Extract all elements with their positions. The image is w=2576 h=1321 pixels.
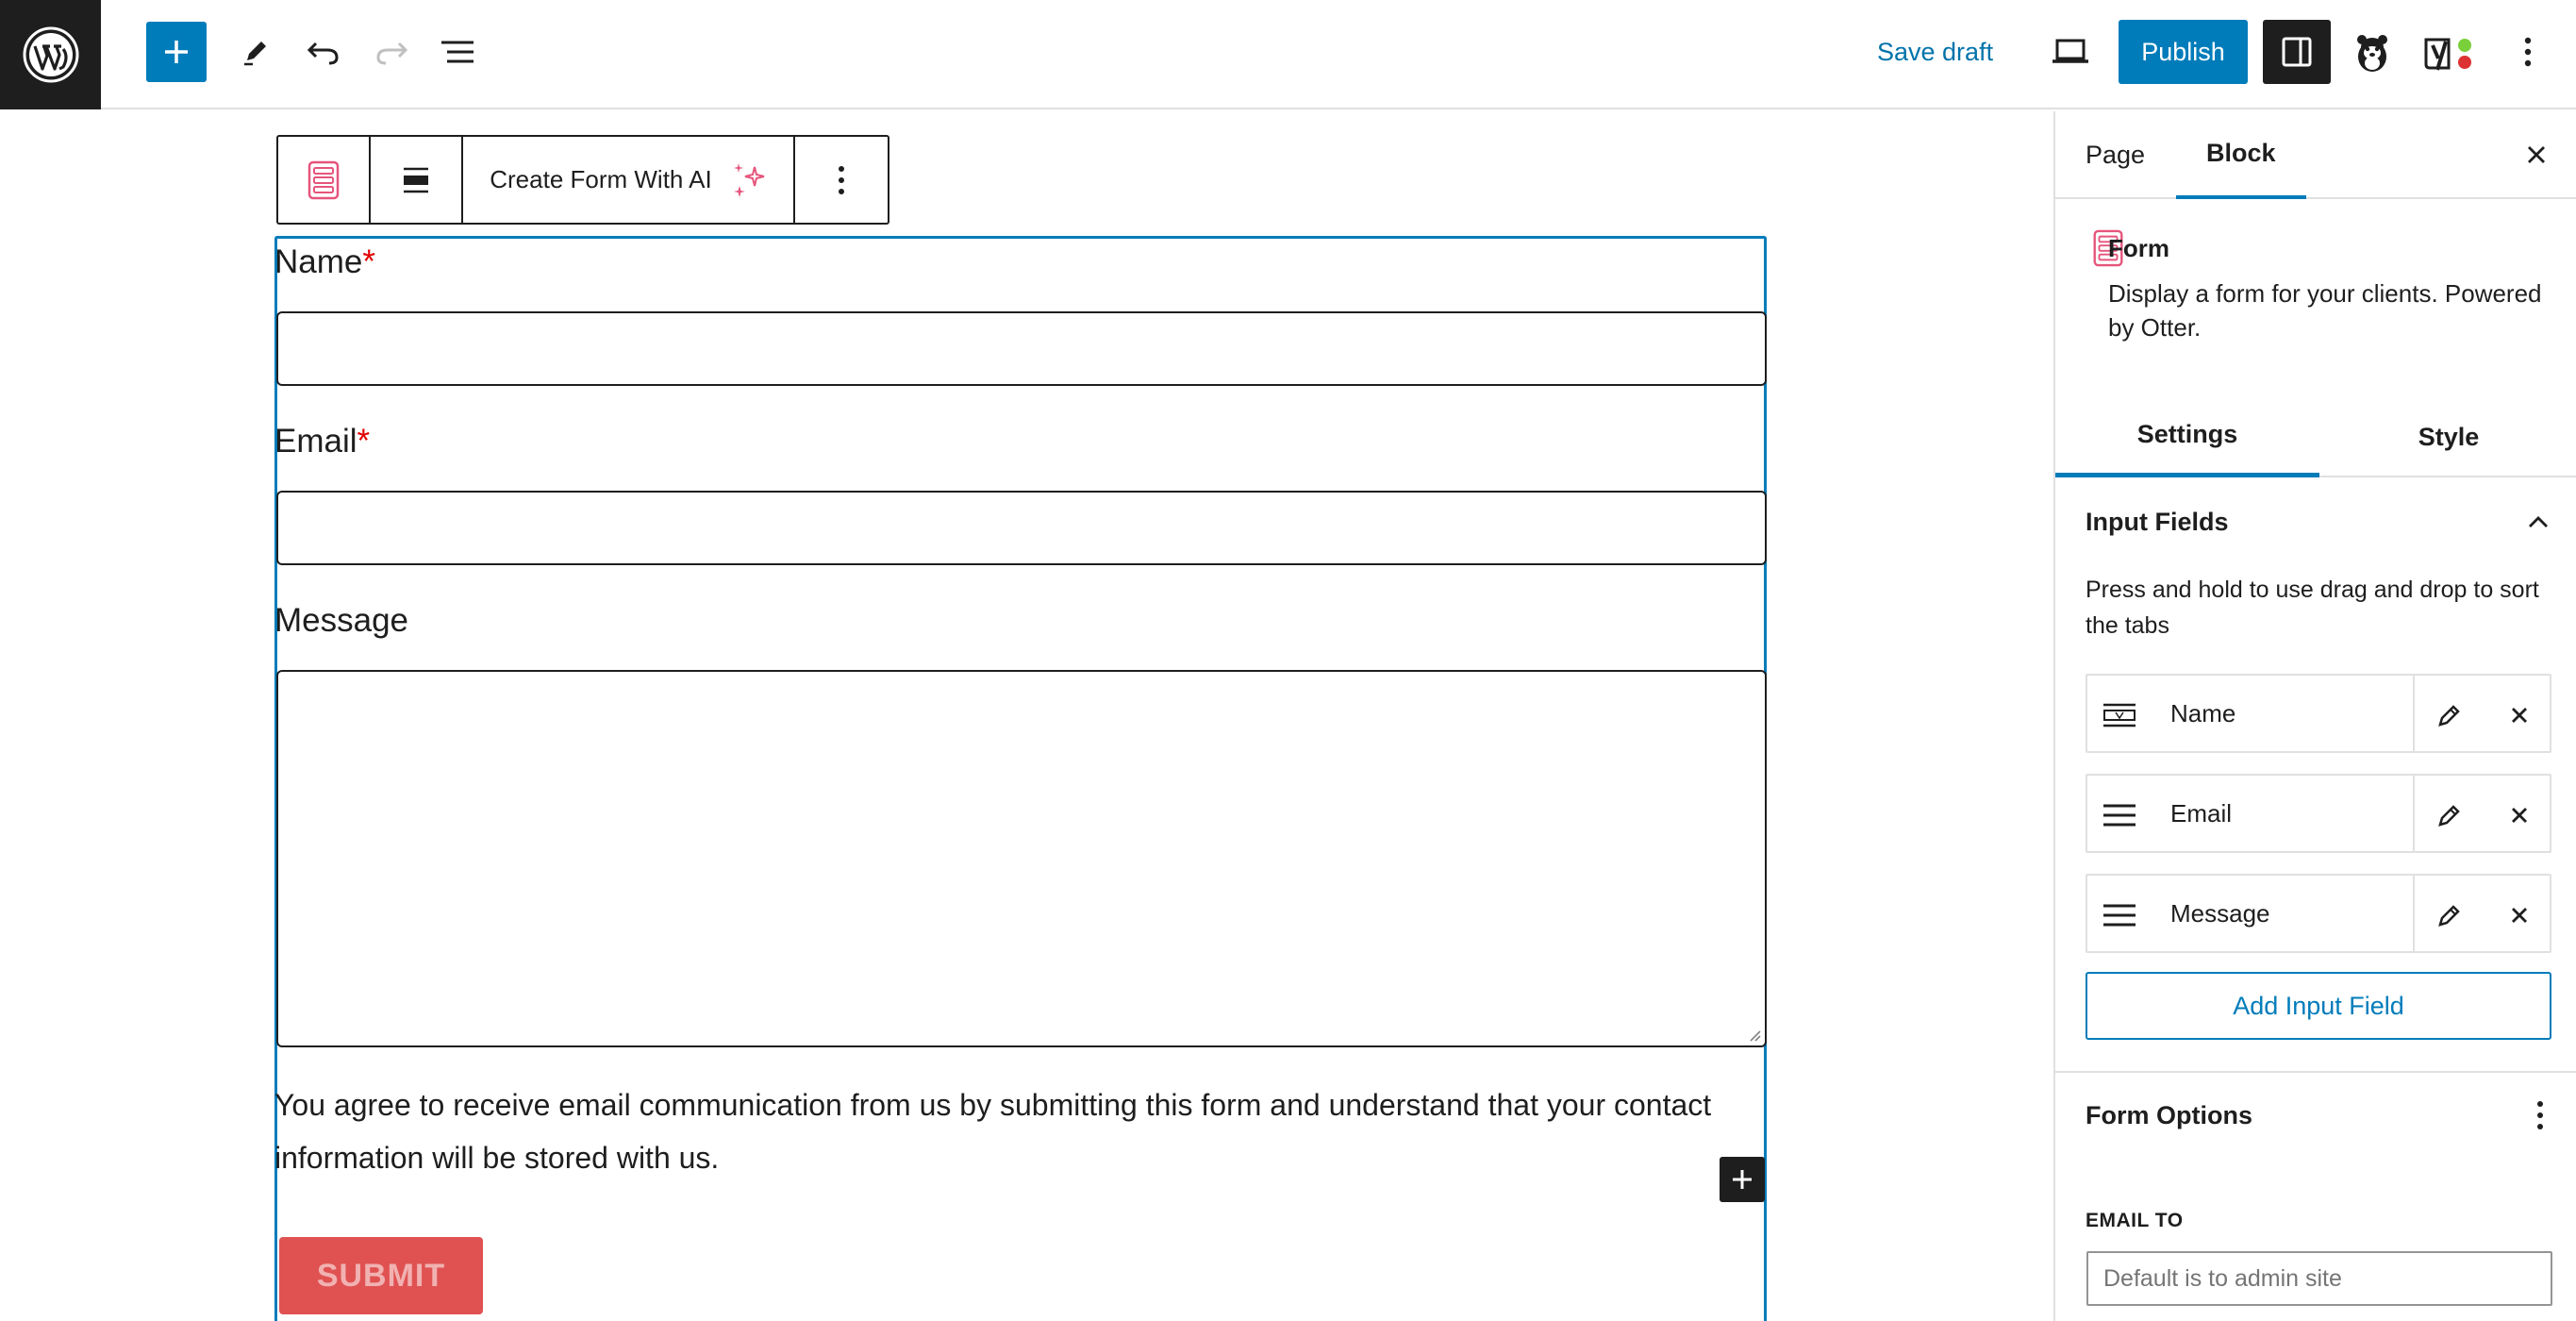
drag-handle-icon[interactable]: [2099, 895, 2140, 936]
remove-field-button[interactable]: [2499, 794, 2540, 836]
settings-sidebar: [2053, 111, 2576, 1321]
create-form-ai-button[interactable]: [463, 137, 795, 223]
close-icon: [2510, 906, 2529, 925]
form-options-panel-title: Form Options: [2086, 1100, 2252, 1129]
tools-button[interactable]: [232, 28, 279, 75]
tab-settings[interactable]: Settings: [2055, 396, 2319, 477]
tab-style[interactable]: Style: [2418, 422, 2480, 451]
block-card-description: Display a form for your clients. Powered by Otter.: [2108, 279, 2542, 342]
create-form-ai-label: Create Form With AI: [490, 165, 712, 193]
name-input[interactable]: [276, 311, 1767, 386]
pencil-icon: [2436, 802, 2463, 828]
yoast-seo-button[interactable]: [2419, 26, 2480, 79]
sidebar-tabs: [2055, 111, 2576, 199]
divider: [2413, 676, 2415, 751]
wordpress-icon: [22, 25, 80, 84]
plus-icon: [162, 38, 191, 66]
close-sidebar-button[interactable]: [2516, 134, 2557, 176]
laptop-icon: [2052, 38, 2089, 66]
redo-icon: [374, 38, 408, 66]
form-block-icon: [307, 160, 340, 200]
add-input-field-button[interactable]: Add Input Field: [2086, 972, 2551, 1040]
align-button[interactable]: [371, 137, 463, 223]
name-field-label: [274, 243, 375, 281]
required-marker: *: [362, 243, 375, 280]
message-textarea[interactable]: [276, 670, 1767, 1047]
pencil-icon: [240, 36, 272, 68]
close-icon: [2510, 806, 2529, 825]
chevron-up-icon: [2519, 503, 2557, 541]
message-field-label: [274, 602, 408, 640]
add-block-button[interactable]: [1720, 1157, 1765, 1202]
yoast-icon: [2420, 32, 2479, 74]
submit-button[interactable]: SUBMIT: [279, 1237, 483, 1314]
tab-page[interactable]: Page: [2086, 141, 2146, 169]
name-label-text: Name: [274, 243, 363, 280]
pencil-icon: [2436, 902, 2463, 928]
document-overview-button[interactable]: [434, 28, 481, 75]
editor-top-bar: [0, 0, 2576, 109]
inspector-tabs: [2055, 396, 2576, 477]
input-fields-panel-title: Input Fields: [2086, 507, 2229, 536]
list-view-icon: [440, 38, 475, 66]
sidebar-icon: [2281, 36, 2313, 68]
undo-icon: [307, 38, 341, 66]
email-field-label: [274, 423, 370, 460]
otter-plugin-button[interactable]: [2346, 26, 2399, 79]
block-toolbar: [276, 135, 889, 225]
form-options-panel-header: [2055, 1078, 2576, 1153]
undo-button[interactable]: [300, 28, 347, 75]
align-wide-icon: [400, 164, 432, 196]
block-inserter-button[interactable]: [146, 22, 207, 82]
tab-block[interactable]: Block: [2176, 111, 2306, 199]
more-vertical-icon: [837, 165, 846, 195]
more-vertical-icon: [2535, 1100, 2545, 1130]
block-card-title: Form: [2108, 234, 2169, 262]
block-card: [2055, 201, 2576, 352]
block-options-button[interactable]: [795, 137, 888, 223]
divider: [2413, 876, 2415, 951]
email-to-input[interactable]: Default is to admin site: [2086, 1251, 2552, 1306]
input-field-item-label: Email: [2170, 798, 2233, 828]
edit-field-button[interactable]: [2429, 794, 2470, 836]
resize-handle-icon[interactable]: [1746, 1027, 1761, 1042]
sparkles-icon: [729, 161, 767, 199]
plus-icon: [1730, 1167, 1754, 1192]
options-button[interactable]: [2509, 28, 2547, 75]
save-draft-button[interactable]: Save draft: [1877, 37, 1994, 66]
remove-field-button[interactable]: [2499, 895, 2540, 936]
redo-button[interactable]: [368, 28, 415, 75]
email-input[interactable]: [276, 491, 1767, 565]
more-vertical-icon: [2523, 36, 2533, 68]
remove-field-button[interactable]: [2499, 694, 2540, 736]
close-icon: [2526, 144, 2547, 165]
input-field-item[interactable]: [2086, 674, 2551, 753]
settings-toggle-button[interactable]: [2263, 20, 2331, 84]
input-field-item-label: Name: [2170, 698, 2236, 727]
wordpress-logo-button[interactable]: [0, 0, 101, 109]
input-fields-help-text: Press and hold to use drag and drop to sort the tabs: [2086, 577, 2539, 639]
divider: [2055, 1071, 2576, 1073]
message-label-text: Message: [274, 602, 409, 639]
divider: [2413, 776, 2415, 851]
input-field-item[interactable]: [2086, 774, 2551, 853]
pencil-icon: [2436, 702, 2463, 728]
input-field-item-label: Message: [2170, 898, 2270, 928]
publish-button[interactable]: Publish: [2119, 20, 2248, 84]
email-to-label: EMAIL TO: [2086, 1210, 2184, 1231]
form-options-menu-button[interactable]: [2519, 1095, 2561, 1136]
close-icon: [2510, 706, 2529, 725]
edit-field-button[interactable]: [2429, 895, 2470, 936]
drag-handle-icon[interactable]: [2099, 794, 2140, 836]
preview-button[interactable]: [2047, 28, 2094, 75]
consent-text: You agree to receive email communication from us by submitting this form and understand that your contact information will be stored with us.: [274, 1088, 1712, 1175]
input-field-item[interactable]: [2086, 874, 2551, 953]
text-field-icon[interactable]: [2099, 694, 2140, 736]
otter-icon: [2353, 32, 2391, 74]
input-fields-panel-toggle[interactable]: [2055, 484, 2576, 560]
block-type-switcher[interactable]: [278, 137, 371, 223]
required-marker: *: [357, 423, 371, 460]
email-label-text: Email: [274, 423, 357, 460]
edit-field-button[interactable]: [2429, 694, 2470, 736]
